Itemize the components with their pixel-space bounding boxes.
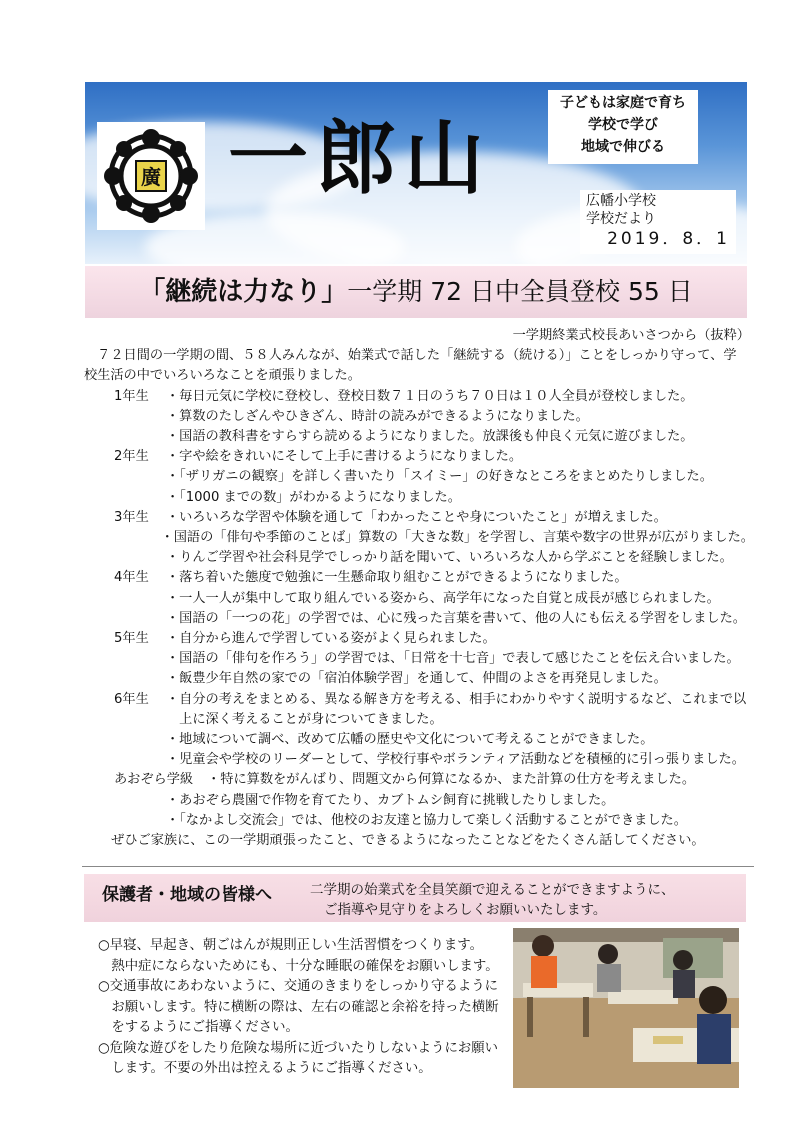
note-line: ○早寝、早起き、朝ごはんが規則正しい生活習慣をつくります。 <box>98 938 484 953</box>
grade-row <box>84 467 754 487</box>
grade-row <box>84 609 754 629</box>
school-info <box>580 190 736 254</box>
grade-item: ・一人一人が集中して取り組んでいる姿から、高学年になった自覚と成長が感じられました。 <box>166 590 720 606</box>
grade-item: ・「ザリガニの観察」を詳しく書いたり「スイミー」の好きなところをまとめたりしました。 <box>166 469 713 485</box>
guardians-title: 保護者・地域の皆様へ <box>102 885 272 905</box>
headline-banner <box>85 266 747 318</box>
guardians-message-line: ご指導や見守りをよろしくお願いいたします。 <box>324 902 607 918</box>
article <box>84 326 754 851</box>
grade-label: 4年生 <box>114 570 149 586</box>
emblem-icon <box>101 126 201 226</box>
grade-item: ・国語の「俳句を作ろう」の学習では、「日常を十七音」で表して感じたことを伝え合いました。 <box>166 651 740 667</box>
grade-row <box>84 589 754 609</box>
aozora-row <box>84 811 754 831</box>
grade-label: 1年生 <box>114 388 149 404</box>
aozora-item: ・「なかよし交流会」では、他校のお友達と協力して楽しく活動することができました。 <box>166 812 687 828</box>
grade-row <box>84 750 754 770</box>
grade-item: ・いろいろな学習や体験を通して「わかったことや身についたこと」が増えました。 <box>166 509 667 525</box>
grade-item: ・算数のたしざんやひきざん、時計の読みができるようになりました。 <box>166 408 589 424</box>
grade-item: ・国語の教科書をすらすら読めるようになりました。放課後も仲良く元気に遊びました。 <box>166 429 694 445</box>
divider <box>82 866 754 867</box>
grade-row <box>84 690 754 710</box>
grade-row <box>84 528 754 548</box>
closing-line <box>84 831 754 851</box>
article-source: 一学期終業式校長あいさつから（抜粋） <box>512 328 750 343</box>
guardians-message-line: 二学期の始業式を全員笑顔で迎えることができますように、 <box>310 882 675 898</box>
grade-row <box>84 649 754 669</box>
aozora-item: ・特に算数をがんばり、問題文から何算になるか、また計算の仕方を考えました。 <box>207 772 696 788</box>
grade-row <box>84 730 754 750</box>
grade-item: ・りんご学習や社会科見学でしっかり話を聞いて、いろいろな人から学ぶことを経験しました。 <box>166 550 733 566</box>
note-line: ○交通事故にあわないように、交通のきまりをしっかり守るように <box>98 979 499 994</box>
grade-item: ・国語の「一つの花」の学習では、心に残った言葉を書いて、他の人にも伝える学習をしました。 <box>166 610 746 626</box>
headline-quote: 「継続は力なり」 <box>139 277 348 307</box>
closing-text: ぜひご家族に、この一学期頑張ったこと、できるようになったことなどをたくさん話してください。 <box>98 833 705 849</box>
grade-row <box>84 710 754 730</box>
grade-label: 2年生 <box>114 449 149 465</box>
grade-row <box>84 488 754 508</box>
intro-line <box>84 366 754 386</box>
grade-item: ・児童会や学校のリーダーとして、学校行事やボランティア活動などを積極的に引っ張りました。 <box>166 752 745 768</box>
grade-item: 上に深く考えることが身についてきました。 <box>166 711 443 727</box>
note-line: ○危険な遊びをしたり危険な場所に近づいたりしないようにお願い <box>98 1040 499 1056</box>
guardians-message <box>310 880 675 920</box>
aozora-row <box>84 770 754 790</box>
classroom-photo <box>513 928 739 1088</box>
emblem-character: 廣 <box>141 165 161 189</box>
grade-row <box>84 387 754 407</box>
intro-text: 校生活の中でいろいろなことを頑張りました。 <box>84 368 361 384</box>
guardian-notes <box>98 936 510 1080</box>
note-line: をするようにご指導ください。 <box>98 1020 299 1035</box>
issue-date: 2019．8．1 <box>607 229 730 249</box>
grade-item: ・自分から進んで学習している姿がよく見られました。 <box>166 631 496 647</box>
grade-row <box>84 629 754 649</box>
grade-row <box>84 447 754 467</box>
grade-label: 5年生 <box>114 631 149 647</box>
note-line: お願いします。特に横断の際は、左右の確認と余裕を持った横断 <box>98 999 499 1015</box>
headline-text: 一学期 72 日中全員登校 55 日 <box>347 277 693 306</box>
guardians-banner <box>84 874 746 922</box>
grade-item: ・国語の「俳句や季節のことば」算数の「大きな数」を学習し、言葉や数字の世界が広がりました。 <box>160 530 754 546</box>
grade-label: 6年生 <box>114 691 149 707</box>
motto-line: 子どもは家庭で育ち <box>560 95 686 111</box>
school-motto <box>548 90 698 164</box>
aozora-row <box>84 791 754 811</box>
note-line: 熱中症にならないためにも、十分な睡眠の確保をお願いします。 <box>98 958 499 974</box>
grade-row <box>84 568 754 588</box>
newsletter-name: 学校だより <box>586 211 656 227</box>
intro-line <box>84 346 754 366</box>
grade-item: ・自分の考えをまとめる、異なる解き方を考える、相手にわかりやすく説明するなど、これまで以 <box>166 691 747 707</box>
grade-item: ・「1000 までの数」がわかるようになりました。 <box>166 489 461 505</box>
grade-item: ・地域について調べ、改めて広幡の歴史や文化について考えることができました。 <box>166 732 654 748</box>
aozora-item: ・あおぞら農園で作物を育てたり、カブトムシ飼育に挑戦したりしました。 <box>166 792 615 808</box>
newsletter-title: 一郎山 <box>228 111 492 205</box>
intro-text: ７２日間の一学期の間、５８人みんなが、始業式で話した「継続する（続ける）」ことをしっかり守って、学 <box>84 348 737 364</box>
grade-row <box>84 427 754 447</box>
grade-row <box>84 508 754 528</box>
grade-item: ・字や絵をきれいにそして上手に書けるようになりました。 <box>166 449 523 465</box>
grade-item: ・毎日元気に学校に登校し、登校日数７１日のうち７０日は１０人全員が登校しました。 <box>166 388 694 404</box>
grade-row <box>84 407 754 427</box>
grade-label: 3年生 <box>114 509 149 525</box>
motto-line: 学校で学び <box>588 117 658 133</box>
classroom-photo-image <box>513 928 739 1088</box>
motto-line: 地域で伸びる <box>581 139 665 155</box>
grade-row <box>84 548 754 568</box>
grade-item: ・飯豊少年自然の家での「宿泊体験学習」を通して、仲間のよさを再発見しました。 <box>166 671 667 687</box>
note-line: します。不要の外出は控えるようにご指導ください。 <box>98 1061 432 1076</box>
aozora-label: あおぞら学級 <box>114 772 194 788</box>
school-emblem <box>97 122 205 230</box>
grade-item: ・落ち着いた態度で勉強に一生懸命取り組むことができるようになりました。 <box>166 570 628 586</box>
grade-row <box>84 669 754 689</box>
school-name: 広幡小学校 <box>586 193 656 209</box>
